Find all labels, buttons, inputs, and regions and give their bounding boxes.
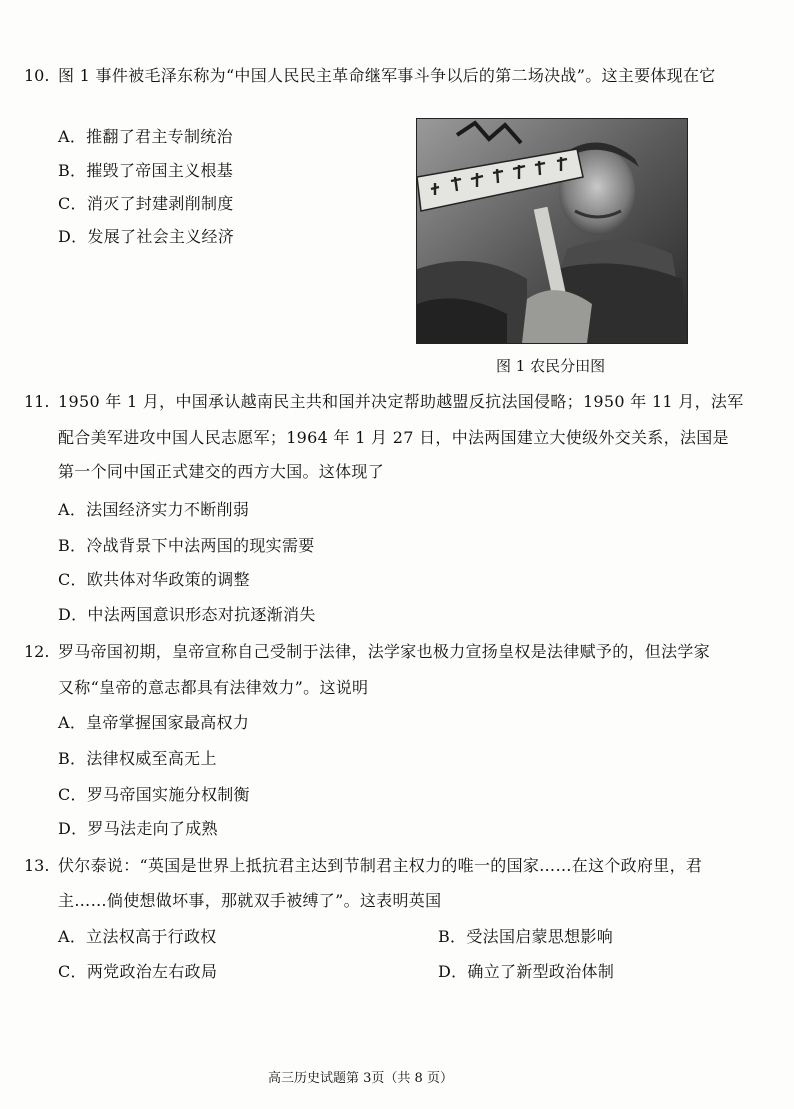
question-13-number: 13. [24, 856, 50, 875]
question-12-option-b: B．法律权威至高无上 [58, 749, 217, 768]
figure-caption: 图 1 农民分田图 [496, 357, 606, 375]
question-10-option-a: A．推翻了君主专制统治 [58, 127, 233, 146]
question-13-option-a: A．立法权高于行政权 [58, 927, 217, 946]
question-10-option-b: B．摧毁了帝国主义根基 [58, 161, 234, 180]
question-10-number: 10. [24, 66, 50, 85]
question-12-number: 12. [24, 642, 50, 661]
question-13-stem-line-2: 主……倘使想做坏事，那就双手被缚了”。这表明英国 [58, 891, 442, 910]
question-11-stem-line-1: 1950 年 1 月，中国承认越南民主共和国并决定帮助越盟反抗法国侵略；1950 年 11 月，法军 [58, 392, 744, 411]
question-11-option-b: B．冷战背景下中法两国的现实需要 [58, 536, 315, 555]
question-13-option-d: D．确立了新型政治体制 [438, 962, 615, 981]
question-10-stem: 图 1 事件被毛泽东称为“中国人民民主革命继军事斗争以后的第二场决战”。这主要体现在它 [58, 66, 716, 85]
question-11-option-c: C．欧共体对华政策的调整 [58, 570, 250, 589]
question-12-option-d: D．罗马法走向了成熟 [58, 819, 218, 838]
question-11-stem-line-3: 第一个同中国正式建交的西方大国。这体现了 [58, 462, 385, 481]
question-10-option-d: D．发展了社会主义经济 [58, 227, 235, 246]
question-13-stem-line-1: 伏尔泰说：“英国是世界上抵抗君主达到节制君主权力的唯一的国家……在这个政府里，君 [58, 856, 703, 875]
question-13-option-c: C．两党政治左右政局 [58, 962, 218, 981]
page-footer: 高三历史试题第 3页（共 8 页） [268, 1071, 453, 1086]
question-11-number: 11. [24, 392, 50, 411]
question-12-option-a: A．皇帝掌握国家最高权力 [58, 713, 250, 732]
question-11-option-d: D．中法两国意识形态对抗逐渐消失 [58, 605, 316, 624]
farmer-photo-illustration [417, 119, 687, 343]
question-12-stem-line-2: 又称“皇帝的意志都具有法律效力”。这说明 [58, 678, 369, 697]
question-10-option-c: C．消灭了封建剥削制度 [58, 194, 234, 213]
question-13-option-b: B．受法国启蒙思想影响 [438, 927, 614, 946]
question-12-option-c: C．罗马帝国实施分权制衡 [58, 785, 250, 804]
farmer-photo [416, 118, 688, 344]
question-12-stem-line-1: 罗马帝国初期，皇帝宣称自己受制于法律，法学家也极力宣扬皇权是法律赋予的，但法学家 [58, 642, 711, 661]
question-11-option-a: A．法国经济实力不断削弱 [58, 500, 250, 519]
question-11-stem-line-2: 配合美军进攻中国人民志愿军；1964 年 1 月 27 日，中法两国建立大使级外交关系，法国是 [58, 428, 729, 447]
